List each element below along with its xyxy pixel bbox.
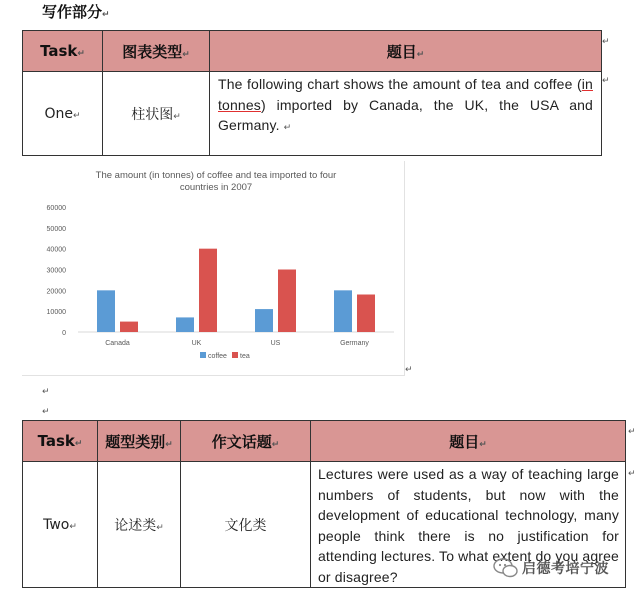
bar-chart [22, 161, 405, 376]
chart-title-line1: The amount (in tonnes) of coffee and tea imported to four [95, 170, 337, 181]
coffee-bar-canada [97, 290, 115, 332]
task-number: Two↵ [23, 462, 98, 588]
question-type-value: 论述类↵ [98, 462, 181, 588]
section-heading [42, 1, 110, 22]
task-one-table [22, 30, 602, 156]
watermark [492, 556, 632, 580]
legend-swatch-coffee [200, 352, 206, 358]
wechat-icon [492, 556, 520, 580]
y-tick-label: 10000 [46, 309, 66, 317]
legend-label-tea: tea [240, 353, 250, 360]
coffee-bar-us [255, 309, 273, 332]
task-number: One↵ [23, 72, 103, 156]
topic-text: Lectures were used as a way of teaching large numbers of students, but now with the development of educational technology, many people think there is no justification for attending lectures. To what extent do you agree or disagree? [311, 462, 626, 588]
header-chart-type: 图表类型↵ [103, 31, 210, 72]
paragraph-mark: ↵ [602, 37, 610, 47]
paragraph-mark: ↵ [42, 387, 50, 397]
header-essay-topic: 作文话题↵ [181, 421, 311, 462]
y-tick-label: 0 [62, 330, 66, 337]
y-tick-label: 60000 [46, 205, 66, 212]
paragraph-mark: ↵ [405, 365, 413, 375]
header-task: Task↵ [23, 31, 103, 72]
header-question-type: 题型类别↵ [98, 421, 181, 462]
coffee-bar-germany [334, 290, 352, 332]
y-tick-label: 30000 [46, 267, 66, 275]
x-tick-label: US [270, 340, 281, 347]
y-tick-label: 20000 [46, 288, 66, 296]
paragraph-mark: ↵ [628, 469, 636, 479]
paragraph-mark: ↵ [42, 407, 50, 417]
chart-title-line2: countries in 2007 [179, 182, 253, 193]
paragraph-mark: ↵ [602, 76, 610, 86]
tea-bar-us [278, 270, 296, 333]
tea-bar-germany [357, 295, 375, 333]
paragraph-mark: ↵ [102, 10, 110, 20]
topic-text: The following chart shows the amount of tea and coffee (in tonnes) imported by Canada, the UK, the USA and Germany. ↵ [210, 72, 602, 156]
legend-swatch-tea [232, 352, 238, 358]
header-topic: 题目↵ [210, 31, 602, 72]
section-heading-text: 写作部分 [42, 3, 103, 21]
topic-category-value: 文化类 [181, 462, 311, 588]
x-tick-label: UK [191, 340, 202, 347]
y-tick-label: 40000 [46, 246, 66, 254]
chart-svg [22, 161, 404, 375]
x-tick-label: Germany [340, 340, 369, 347]
header-task: Task↵ [23, 421, 98, 462]
paragraph-mark: ↵ [628, 427, 636, 437]
coffee-bar-uk [176, 317, 194, 332]
y-tick-label: 50000 [46, 225, 66, 233]
tea-bar-uk [199, 249, 217, 332]
header-topic: 题目↵ [311, 421, 626, 462]
chart-type-value: 柱状图↵ [103, 72, 210, 156]
watermark-text: 启德考培宁波 [522, 561, 609, 577]
x-tick-label: Canada [105, 340, 130, 347]
tea-bar-canada [120, 322, 138, 332]
legend-label-coffee: coffee [208, 353, 227, 360]
